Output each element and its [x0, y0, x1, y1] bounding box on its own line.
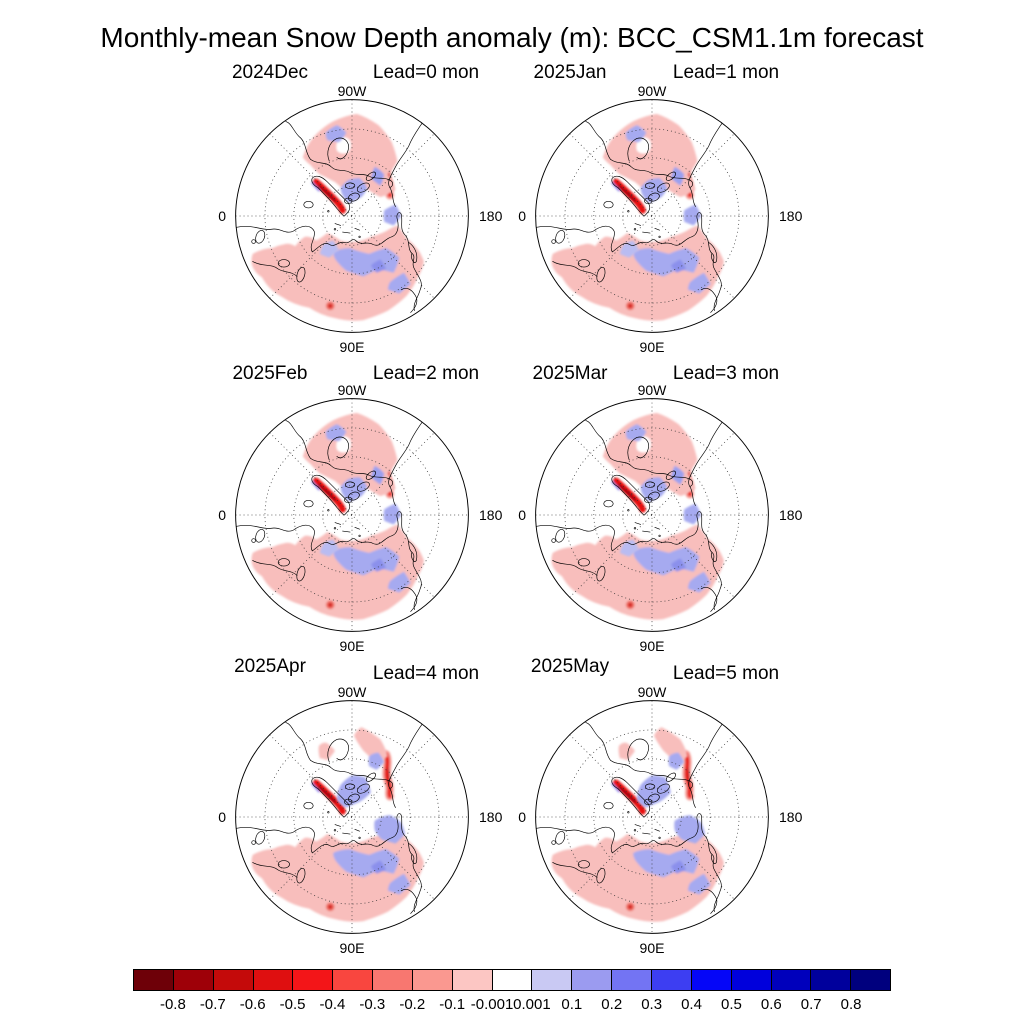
colorbar-cell [772, 970, 812, 990]
meridian-label-180: 180 [479, 208, 503, 224]
panel-date-label: 2025May [530, 656, 610, 677]
colorbar-tick-label: 0.001 [513, 996, 551, 1013]
polar-map [218, 83, 503, 355]
polar-map [518, 684, 803, 956]
forecast-panel [502, 363, 802, 663]
colorbar-cell [652, 970, 692, 990]
map-use [236, 701, 469, 934]
colorbar-tick-label: -0.5 [279, 996, 306, 1013]
colorbar-cell [851, 970, 890, 990]
panel-lead-label: Lead=1 mon [672, 62, 780, 83]
panel-date-label: 2025Mar [532, 363, 608, 384]
colorbar [133, 969, 891, 991]
meridian-label-180: 180 [779, 208, 803, 224]
colorbar-tick-label: 0.4 [681, 996, 702, 1013]
meridian-label-90w: 90W [337, 83, 367, 99]
colorbar-cell [732, 970, 772, 990]
colorbar-tick-label: 0.7 [800, 996, 822, 1013]
colorbar-cell [572, 970, 612, 990]
meridian-label-90e: 90E [339, 940, 365, 956]
colorbar-cell [174, 970, 214, 990]
panel-date-label: 2025Jan [533, 62, 607, 83]
meridian-label-180: 180 [479, 507, 503, 523]
colorbar-cell [413, 970, 453, 990]
panel-lead-label: Lead=2 mon [372, 363, 480, 384]
forecast-panel [502, 658, 802, 958]
map-use [536, 100, 769, 333]
colorbar-tick-label: -0.1 [439, 996, 466, 1013]
colorbar-cell [254, 970, 294, 990]
polar-map [218, 684, 503, 956]
colorbar-cell [811, 970, 851, 990]
meridian-label-90e: 90E [339, 638, 365, 654]
meridian-label-0: 0 [518, 208, 526, 224]
colorbar-tick-label: 0.5 [720, 996, 742, 1013]
meridian-label-90e: 90E [639, 638, 665, 654]
polar-map-canvas [229, 93, 475, 339]
forecast-panel [202, 658, 502, 958]
figure-title: Monthly-mean Snow Depth anomaly (m): BCC_CSM1.1m forecast [100, 22, 924, 53]
polar-map-canvas [529, 93, 775, 339]
map-use [536, 701, 769, 934]
colorbar-cell [493, 970, 533, 990]
colorbar-cell [333, 970, 373, 990]
colorbar-tick-label: 0.3 [641, 996, 663, 1013]
panel-date-label: 2024Dec [231, 62, 309, 83]
panel-date-label: 2025Feb [232, 363, 308, 384]
meridian-label-180: 180 [479, 809, 503, 825]
colorbar-cell [612, 970, 652, 990]
colorbar-tick-label: -0.001 [470, 996, 514, 1013]
colorbar-tick-label: -0.4 [319, 996, 346, 1013]
colorbar-tick-label: -0.8 [159, 996, 186, 1013]
colorbar-tick-label: -0.3 [359, 996, 386, 1013]
meridian-label-90w: 90W [637, 83, 667, 99]
panel-date-label: 2025Apr [234, 656, 306, 677]
colorbar-tick-label: 0.6 [760, 996, 782, 1013]
colorbar-cell [453, 970, 493, 990]
map-use [236, 399, 469, 632]
colorbar-cell [214, 970, 254, 990]
forecast-panel [502, 62, 802, 362]
meridian-label-0: 0 [218, 507, 226, 523]
polar-map [218, 382, 503, 654]
colorbar-tick-label: -0.2 [399, 996, 426, 1013]
polar-map [518, 382, 803, 654]
colorbar-tick-labels [133, 996, 891, 1014]
meridian-label-90e: 90E [639, 339, 665, 355]
polar-map-canvas [229, 694, 475, 940]
colorbar-cell [134, 970, 174, 990]
polar-map-canvas [229, 392, 475, 638]
map-use [236, 100, 469, 333]
meridian-label-90e: 90E [639, 940, 665, 956]
meridian-label-0: 0 [518, 507, 526, 523]
polar-map-canvas [529, 694, 775, 940]
colorbar-cell [532, 970, 572, 990]
meridian-label-90w: 90W [637, 382, 667, 398]
meridian-label-90w: 90W [637, 684, 667, 700]
colorbar-cell [373, 970, 413, 990]
meridian-label-180: 180 [779, 809, 803, 825]
meridian-label-180: 180 [779, 507, 803, 523]
colorbar-tick-label: -0.7 [199, 996, 226, 1013]
colorbar-tick-label: -0.6 [239, 996, 266, 1013]
panel-lead-label: Lead=5 mon [672, 663, 780, 684]
meridian-label-0: 0 [218, 208, 226, 224]
panel-lead-label: Lead=3 mon [672, 363, 780, 384]
colorbar-tick-label: 0.2 [601, 996, 623, 1013]
panel-lead-label: Lead=0 mon [372, 62, 480, 83]
panel-lead-label: Lead=4 mon [372, 663, 480, 684]
meridian-label-90w: 90W [337, 382, 367, 398]
forecast-panel [202, 363, 502, 663]
polar-map [518, 83, 803, 355]
forecast-panel [202, 62, 502, 362]
colorbar-tick-label: 0.8 [840, 996, 862, 1013]
meridian-label-0: 0 [218, 809, 226, 825]
colorbar-cell [692, 970, 732, 990]
colorbar-cell [293, 970, 333, 990]
polar-map-canvas [529, 392, 775, 638]
map-use [536, 399, 769, 632]
colorbar-tick-label: 0.1 [561, 996, 583, 1013]
meridian-label-0: 0 [518, 809, 526, 825]
meridian-label-90w: 90W [337, 684, 367, 700]
meridian-label-90e: 90E [339, 339, 365, 355]
